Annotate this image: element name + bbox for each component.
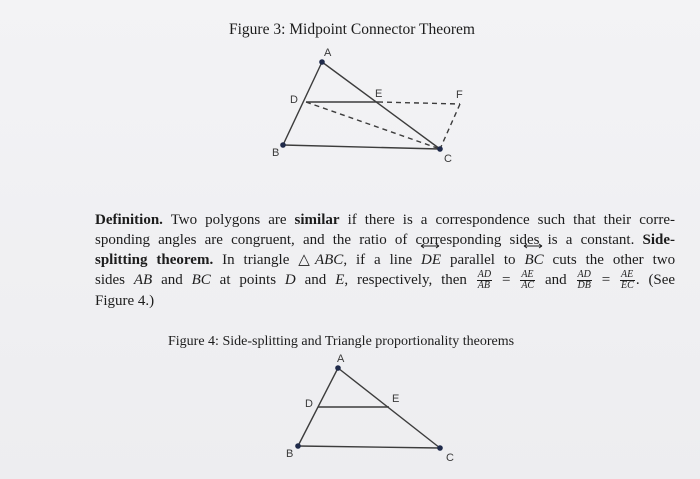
figure-3-caption: Figure 3: Midpoint Connector Theorem (229, 21, 475, 38)
fig3-label-A: A (324, 47, 332, 59)
definition-line-1: Definition. Two polygons are similar if there is a correspondence such that their corre- (95, 212, 676, 228)
fig3-label-C: C (444, 153, 452, 165)
fig4-label-C: C (446, 452, 454, 464)
fig4-segment-BC (298, 446, 440, 448)
fig3-label-E: E (375, 88, 383, 100)
fraction-AE-AC: $\frac{AE}{AC}$ (521, 269, 535, 292)
fig3-label-B: B (272, 147, 280, 159)
definition-line-2: sponding angles are congruent, and the ratio of corresponding sides is a constant. Side- (95, 232, 676, 248)
definition-line-4: sides AB and BC at points D and E, respectively, then $\frac{AD}{AB}$ = $\frac{AE}{AC}$ and $\frac{AD}{DB}$ = $\frac{AE}{EC}$ . (See (95, 269, 676, 292)
fraction-AD-DB: $\frac{AD}{DB}$ (577, 269, 591, 292)
fraction-AD-AB: $\frac{AD}{AB}$ (477, 269, 492, 292)
fig3-label-D: D (290, 94, 298, 106)
fig4-point-B (295, 443, 301, 449)
fig4-label-E: E (392, 393, 400, 405)
fig4-label-B: B (286, 448, 294, 460)
fig3-label-F: F (456, 89, 463, 101)
fig4-label-A: A (337, 353, 345, 365)
fig4-point-C (437, 445, 443, 451)
definition-line-3: splitting theorem. In triangle △ABC, if a line DE parallel to BC cuts the other two (95, 250, 675, 270)
figure-4-caption: Figure 4: Side-splitting and Triangle proportionality theorems (168, 334, 515, 349)
fig4-label-D: D (305, 398, 313, 410)
fig4-point-A (335, 365, 341, 371)
fig4-segment-AC (338, 368, 440, 448)
line-BC-notation: BC (524, 250, 543, 270)
definition-line-5: Figure 4.) (95, 293, 155, 310)
fraction-AE-EC: $\frac{AE}{EC}$ (621, 269, 634, 292)
line-DE-notation: DE (421, 250, 441, 270)
